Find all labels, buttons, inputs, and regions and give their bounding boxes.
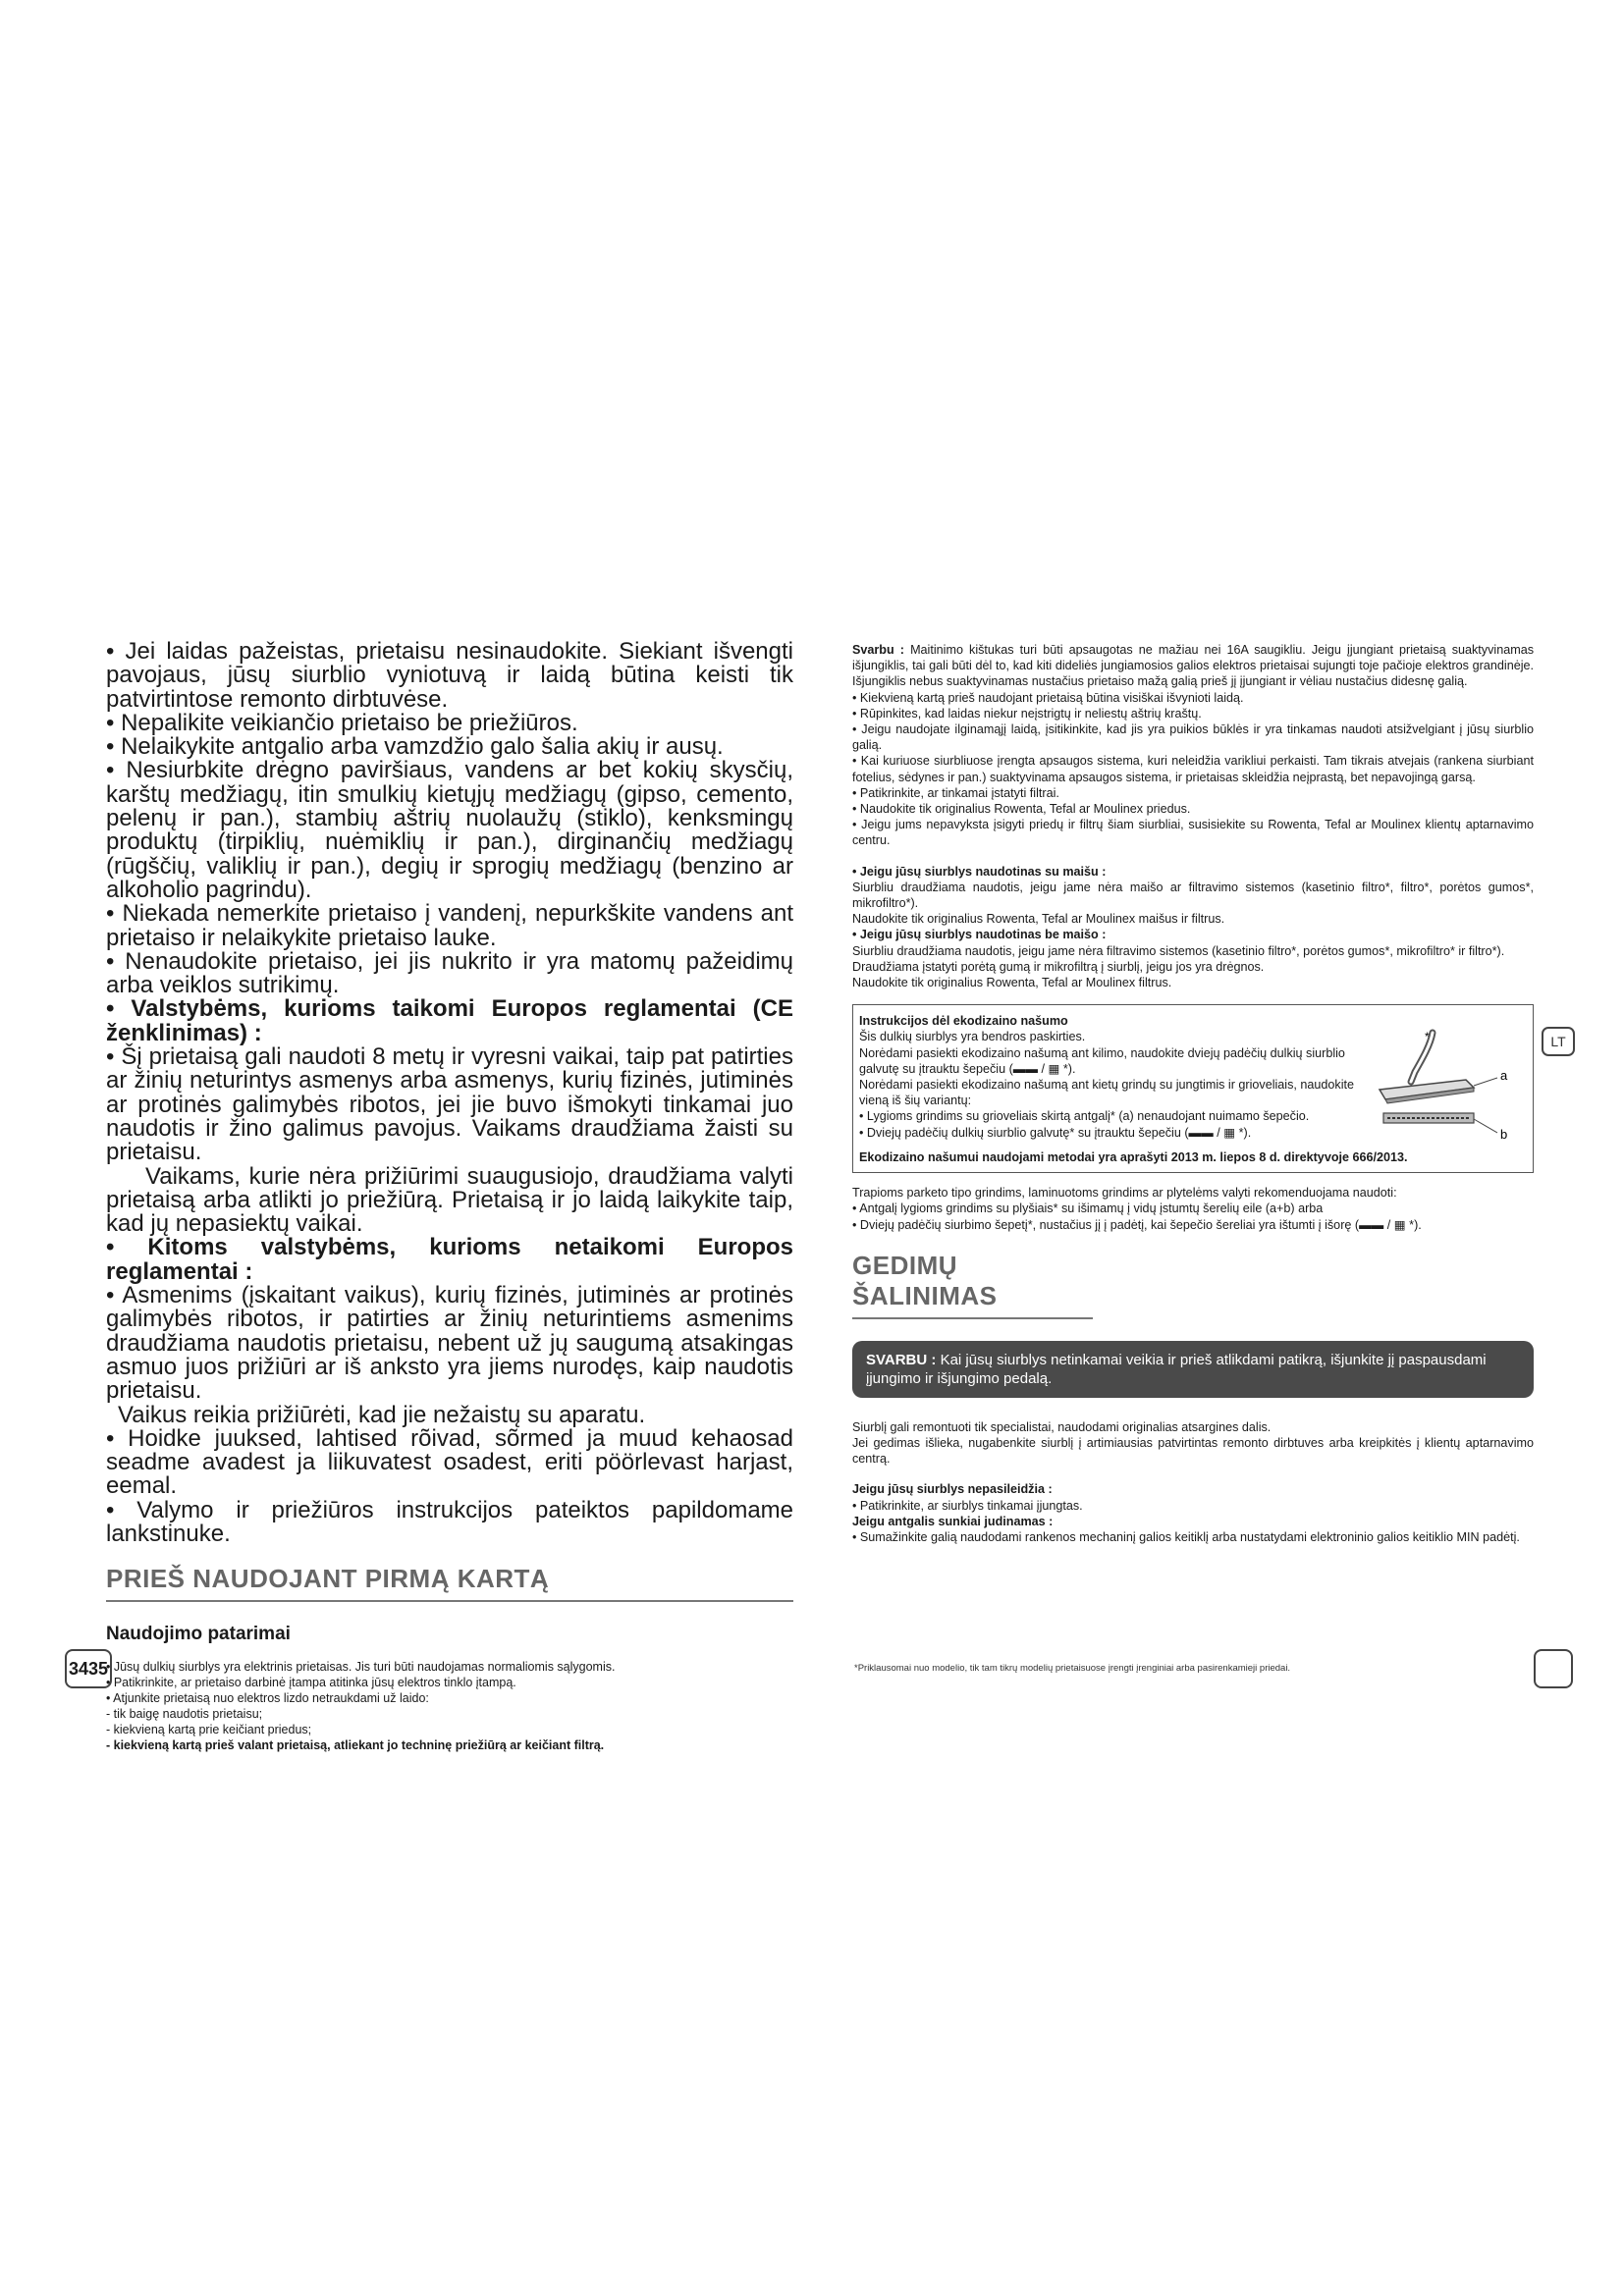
troubleshooting bbox=[852, 1419, 1534, 1545]
paragraph: • Šį prietaisą gali naudoti 8 metų ir vyresni vaikai, taip pat patirties ar žinių neturintys asmenys arba asmenys, kurių fizinės, jutiminės ar protinės galimybės ribotos, jei jie buvo išmokyti tinkamai juo naudotis ir žino galimus pavojus. Vaikams draudžiama žaisti su prietaisu. bbox=[106, 1043, 793, 1166]
paragraph: Norėdami pasiekti ekodizaino našumą ant kilimo, naudokite dviejų padėčių dulkių siurblio galvutę su įtrauktu šepečiu (▬▬ / ▦ *). bbox=[859, 1045, 1345, 1076]
paragraph-heading: • Jeigu jūsų siurblys naudotinas su maišu : bbox=[852, 864, 1107, 879]
page-number: 3435 bbox=[65, 1649, 112, 1688]
list-item: • Dviejų padėčių siurbimo šepetį*, nustačius jį į padėtį, kai šepečio šereliai yra ištumti į išorę (▬▬ / ▦ *). bbox=[852, 1217, 1422, 1232]
paragraph: Norėdami pasiekti ekodizaino našumą ant kietų grindų su jungtimis ir grioveliais, naudokite vieną iš šių variantų: bbox=[859, 1078, 1355, 1108]
paragraph: • Niekada nemerkite prietaiso į vandenį, nepurkškite vandens ant prietaiso ir nelaikykite prietaiso lauke. bbox=[106, 900, 793, 951]
paragraph: • Valymo ir priežiūros instrukcijos pateiktos papildomame lankstinuke. bbox=[106, 1496, 793, 1547]
section-title: PRIEŠ NAUDOJANT PIRMĄ KARTĄ bbox=[106, 1564, 793, 1602]
paragraph: • Nelaikykite antgalio arba vamzdžio galo šalia akių ir ausų. bbox=[106, 733, 724, 761]
paragraph-heading: • Kitoms valstybėms, kurioms netaikomi Europos reglamentai : bbox=[106, 1234, 793, 1285]
subsection-title: Naudojimo patarimai bbox=[106, 1624, 291, 1645]
paragraph: • Nesiurbkite drėgno paviršiaus, vandens ar bet kokių skysčių, karštų medžiagų, itin smulkių kietųjų medžiagų (gipso, cemento, pelenų ir pan.), stambių aštrių nuolaužų (stiklo), kenksmingų produktų (tirpiklių, nuėmiklių ir pan.), dirginančių medžiagų (rūgščių, valiklių ir pan.), degių ir sprogių medžiagų (benzino ar alkoholio pagrindu). bbox=[106, 757, 793, 903]
paragraph: Naudokite tik originalius Rowenta, Tefal ar Moulinex maišus ir filtrus. bbox=[852, 912, 1225, 927]
list-item: • Kai kuriuose siurbliuose įrengta apsaugos sistema, kuri neleidžia varikliui perkaisti. Tam tikrais atvejais (rankena siurbiant fotelius, sėdynes ir pan.) suaktyvinama apsaugos sistema, ir prietaisas skleidžia neįprastą, bet nepavojingą garsą. bbox=[852, 754, 1534, 784]
paragraph: • Jei laidas pažeistas, prietaisu nesinaudokite. Siekiant išvengti pavojaus, jūsų siurblio vyniotuvą ir laidą būtina keisti tik patvirtintose remonto dirbtuvėse. bbox=[106, 638, 793, 713]
paragraph-heading: Jeigu antgalis sunkiai judinamas : bbox=[852, 1514, 1054, 1528]
label-important: SVARBU : bbox=[866, 1351, 941, 1368]
paragraph: • Asmenims (įskaitant vaikus), kurių fizinės, jutiminės ar protinės galimybės ribotos, ir patirties ar žinių neturintiems asmenims draudžiama naudotis prietaisu, nebent už jų saugumą atsakingas asmuo juos prižiūri ar iš anksto yra jiems nurodęs, kaip naudotis prietaisu. bbox=[106, 1282, 793, 1405]
important-notice bbox=[852, 1341, 1534, 1398]
floor-nozzle-illustration bbox=[1372, 1025, 1519, 1143]
text: Kai jūsų siurblys netinkamai veikia ir prieš atlikdami patikrą, išjunkite jį paspausdami įjungimo ir išjungimo pedalą. bbox=[866, 1351, 1487, 1387]
list-item: • Antgalį lygioms grindims su plyšiais* su išimamų į vidų įstumtų šerelių eile (a+b) arba bbox=[852, 1201, 1324, 1216]
paragraph: Siurblį gali remontuoti tik specialistai, naudodami originalias atsargines dalis. bbox=[852, 1419, 1272, 1434]
power-notes bbox=[852, 642, 1534, 990]
language-tab: LT bbox=[1542, 1027, 1575, 1056]
list-item: • Lygioms grindims su grioveliais skirtą antgalį* (a) nenaudojant nuimamo šepečio. bbox=[859, 1109, 1310, 1124]
footnote: *Priklausomai nuo modelio, tik tam tikrų modelių prietaisuose įrengti įrenginiai arba pasirenkamieji priedai. bbox=[854, 1663, 1291, 1674]
list-item: • Jeigu jums nepavyksta įsigyti priedų ir filtrų šiam siurbliai, susisiekite su Rowenta, Tefal ar Moulinex klientų aptarnavimo centru. bbox=[852, 818, 1534, 848]
safety-instructions bbox=[106, 640, 793, 1546]
ecodesign-box bbox=[852, 1004, 1534, 1173]
parquet-notes bbox=[852, 1185, 1534, 1233]
paragraph: Vaikams, kurie nėra prižiūrimi suaugusiojo, draudžiama valyti prietaisą arba atlikti jo priežiūrą. Prietaisą ir jo laidą laikykite taip, kad jų nepasiektų vaikai. bbox=[106, 1162, 793, 1238]
label-b: b bbox=[1500, 1127, 1508, 1143]
usage-tips bbox=[106, 1659, 793, 1753]
ecodesign-footnote: Ekodizaino našumui naudojami metodai yra aprašyti 2013 m. liepos 8 d. direktyvoje 666/2013. bbox=[859, 1150, 1408, 1165]
paragraph: Siurbliu draudžiama naudotis, jeigu jame nėra filtravimo sistemos (kasetinio filtro*, porėtos gumos*, mikrofiltro* ir filtro*). bbox=[852, 943, 1505, 958]
paragraph: Vaikus reikia prižiūrėti, kad jie nežaistų su aparatu. bbox=[118, 1401, 646, 1428]
label-star: * bbox=[1425, 1030, 1430, 1044]
label-a: a bbox=[1500, 1068, 1508, 1084]
paragraph-heading: • Jeigu jūsų siurblys naudotinas be maišo : bbox=[852, 928, 1107, 942]
paragraph bbox=[852, 642, 1534, 690]
list-item: • Patikrinkite, ar prietaiso darbinė įtampa atitinka jūsų elektros tinklo įtampą. bbox=[106, 1676, 516, 1690]
list-item: • Atjunkite prietaisą nuo elektros lizdo netraukdami už laido: bbox=[106, 1691, 429, 1706]
list-item: - kiekvieną kartą prie keičiant priedus; bbox=[106, 1723, 312, 1737]
list-item: • Dviejų padėčių dulkių siurblio galvutę* su įtrauktu šepečiu (▬▬ / ▦ *). bbox=[859, 1125, 1252, 1140]
list-item: • Rūpinkites, kad laidas niekur neįstrigtų ir neliestų aštrių kraštų. bbox=[852, 706, 1202, 721]
list-item: • Kiekvieną kartą prieš naudojant prietaisą būtina visiškai išvynioti laidą. bbox=[852, 690, 1244, 705]
list-item: • Jūsų dulkių siurblys yra elektrinis prietaisas. Jis turi būti naudojamas normaliomis sąlygomis. bbox=[106, 1660, 616, 1675]
label-important: Svarbu : bbox=[852, 643, 911, 657]
paragraph-heading: • Valstybėms, kurioms taikomi Europos reglamentai (CE ženklinimas) : bbox=[106, 995, 793, 1046]
list-item: • Patikrinkite, ar tinkamai įstatyti filtrai. bbox=[852, 785, 1059, 800]
list-item: - kiekvieną kartą prieš valant prietaisą, atliekant jo techninę priežiūrą ar keičiant filtrą. bbox=[106, 1738, 605, 1753]
paragraph: Šis dulkių siurblys yra bendros paskirties. bbox=[859, 1030, 1086, 1044]
section-title: GEDIMŲ ŠALINIMAS bbox=[852, 1251, 1093, 1319]
paragraph: Siurbliu draudžiama naudotis, jeigu jame nėra maišo ar filtravimo sistemos (kasetinio filtro*, filtro*, porėtos gumos*, mikrofiltro*). bbox=[852, 880, 1534, 911]
list-item: • Patikrinkite, ar siurblys tinkamai įjungtas. bbox=[852, 1498, 1083, 1513]
list-item: - tik baigę naudotis prietaisu; bbox=[106, 1707, 263, 1722]
paragraph: • Nepalikite veikiančio prietaiso be priežiūros. bbox=[106, 709, 578, 736]
list-item: • Naudokite tik originalius Rowenta, Tefal ar Moulinex priedus. bbox=[852, 802, 1191, 817]
left-column bbox=[106, 640, 793, 1753]
paragraph: • Nenaudokite prietaiso, jei jis nukrito ir yra matomų pažeidimų arba veiklos sutrikimų. bbox=[106, 947, 793, 999]
right-column bbox=[852, 642, 1534, 1545]
paragraph-heading: Jeigu jūsų siurblys nepasileidžia : bbox=[852, 1482, 1053, 1497]
paragraph: Jei gedimas išlieka, nugabenkite siurblį į artimiausias patvirtintas remonto dirbtuves arba kreipkitės į klientų aptarnavimo centrą. bbox=[852, 1436, 1534, 1467]
ecodesign-title: Instrukcijos dėl ekodizaino našumo bbox=[859, 1014, 1068, 1029]
list-item: • Sumažinkite galią naudodami rankenos mechaninį galios keitiklį arba nustatydami elektroninio galios keitiklio MIN padėtį. bbox=[852, 1530, 1520, 1545]
page-number-box bbox=[1534, 1649, 1573, 1688]
paragraph: • Hoidke juuksed, lahtised rõivad, sõrmed ja muud kehaosad seadme avadest ja liikuvatest osadest, eriti pöörlevast harjast, eemal. bbox=[106, 1424, 793, 1500]
list-item: • Jeigu naudojate ilginamąjį laidą, įsitikinkite, kad jis yra puikios būklės ir yra tinkamas naudoti atsižvelgiant į jūsų siurblio galią. bbox=[852, 722, 1534, 753]
paragraph: Naudokite tik originalius Rowenta, Tefal ar Moulinex filtrus. bbox=[852, 976, 1172, 990]
text: Maitinimo kištukas turi būti apsaugotas ne mažiau nei 16A saugikliu. Jeigu įjungiant prietaisą suaktyvinamas išjungiklis, tai gali būti dėl to, kad kiti dideliės jungiamosios galios elektros prietaisai sujungti toje pačioje elektros grandinėje. Išjungiklis nebus suaktyvinamas nustačius prietaiso mažą galią prieš jį įjungiant ir vėliau nustačius didesnę galią. bbox=[852, 643, 1534, 689]
paragraph: Draudžiama įstatyti porėtą gumą ir mikrofiltrą į siurblį, jeigu jos yra drėgnos. bbox=[852, 959, 1265, 974]
paragraph: Trapioms parketo tipo grindims, laminuotoms grindims ar plytelėms valyti rekomenduojama naudoti: bbox=[852, 1186, 1397, 1201]
